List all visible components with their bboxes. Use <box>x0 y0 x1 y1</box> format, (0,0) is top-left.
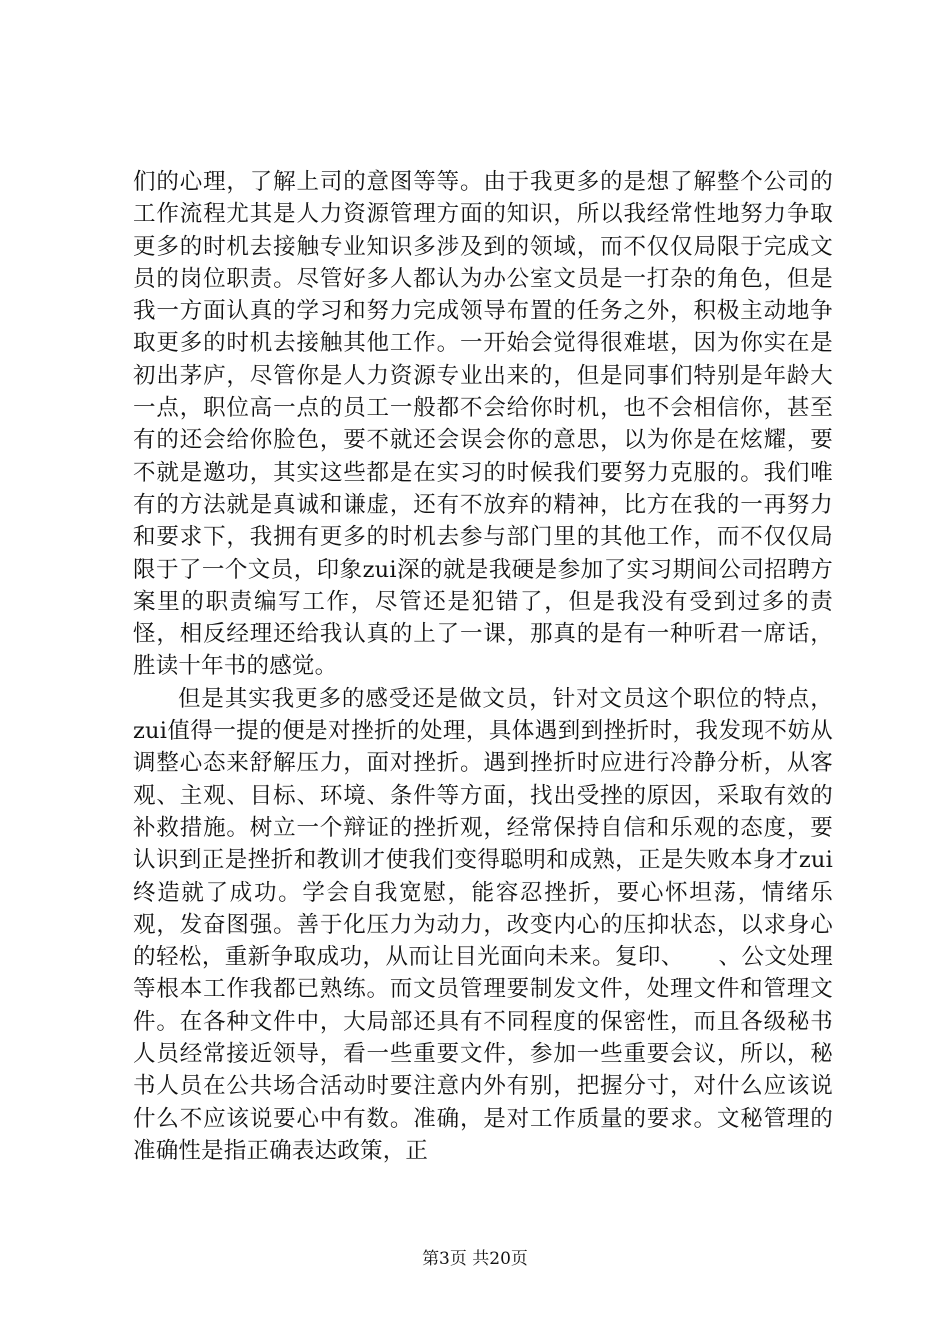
body-text <box>133 166 833 1167</box>
paragraph-2: 但是其实我更多的感受还是做文员，针对文员这个职位的特点，zui值得一提的便是对挫折的处理，具体遇到到挫折时，我发现不妨从调整心态来舒解压力，面对挫折。遇到挫折时应进行冷静分析，从客观、主观、目标、环境、条件等方面，找出受挫的原因，采取有效的补救措施。树立一个辩证的挫折观，经常保持自信和乐观的态度，要认识到正是挫折和教训才使我们变得聪明和成熟，正是失败本身才zui终造就了成功。学会自我宽慰，能容忍挫折，要心怀坦荡，情绪乐观，发奋图强。善于化压力为动力，改变内心的压抑状态，以求身心的轻松，重新争取成功，从而让目光面向未来。复印、 、公文处理等根本工作我都已熟练。而文员管理要制发文件，处理文件和管理文件。在各种文件中，大局部还具有不同程度的保密性，而且各级秘书人员经常接近领导，看一些重要文件，参加一些重要会议，所以，秘书人员在公共场合活动时要注意内外有别，把握分寸，对什么应该说什么不应该说要心中有数。准确，是对工作质量的要求。文秘管理的准确性是指正确表达政策，正 <box>133 685 833 1164</box>
page-footer: 第3页 共20页 <box>422 1249 528 1269</box>
paragraph-1: 们的心理，了解上司的意图等等。由于我更多的是想了解整个公司的工作流程尤其是人力资源管理方面的知识，所以我经常性地努力争取更多的时机去接触专业知识多涉及到的领域，而不仅仅局限于完成文员的岗位职责。尽管好多人都认为办公室文员是一打杂的角色，但是我一方面认真的学习和努力完成领导布置的任务之外，积极主动地争取更多的时机去接触其他工作。一开始会觉得很难堪，因为你实在是初出茅庐，尽管你是人力资源专业出来的，但是同事们特别是年龄大一点，职位高一点的员工一般都不会给你时机，也不会相信你，甚至有的还会给你脸色，要不就还会误会你的意思，以为你是在炫耀，要不就是邀功，其实这些都是在实习的时候我们要努力克服的。我们唯有的方法就是真诚和谦虚，还有不放弃的精神，比方在我的一再努力和要求下，我拥有更多的时机去参与部门里的其他工作，而不仅仅局限于了一个文员，印象zui深的就是我硬是参加了实习期间公司招聘方案里的职责编写工作，尽管还是犯错了，但是我没有受到过多的责怪，相反经理还给我认真的上了一课，那真的是有一种听君一席话，胜读十年书的感觉。 <box>133 169 833 680</box>
